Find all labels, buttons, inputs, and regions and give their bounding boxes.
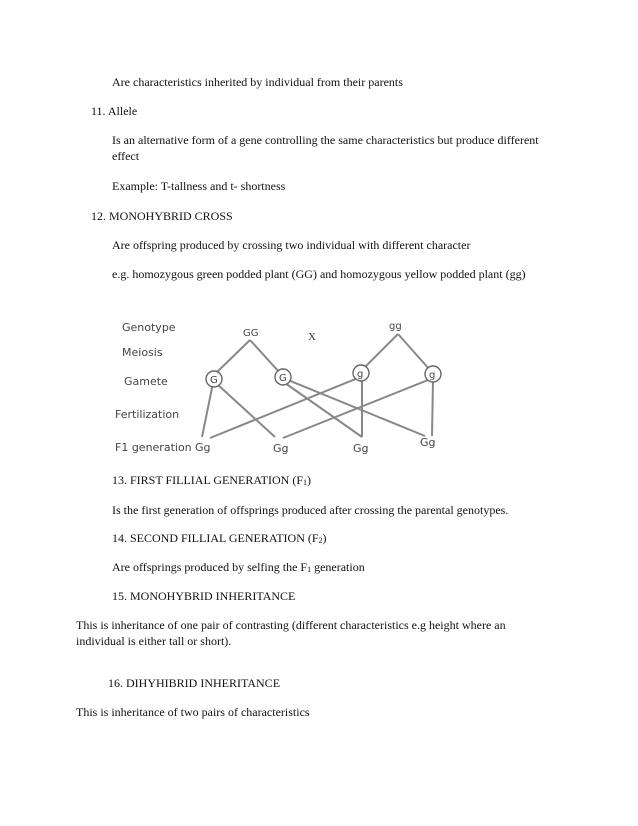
gamete-label: g <box>429 370 436 381</box>
gamete-label: g <box>357 369 364 380</box>
gamete-label: G <box>279 373 287 384</box>
heading-dihybrid-inheritance: 16. DIHYHIBRID INHERITANCE <box>108 676 281 690</box>
offspring-genotype: Gg <box>353 442 369 455</box>
definition-text: Are characteristics inherited by individual from their parents <box>112 75 403 89</box>
label-f1-generation: F1 generation <box>115 441 192 454</box>
cross-symbol: X <box>308 331 316 343</box>
label-fertilization: Fertilization <box>115 408 180 421</box>
parent-left-genotype: GG <box>243 328 259 339</box>
label-gamete: Gamete <box>124 375 168 388</box>
allele-example: Example: T-tallness and t- shortness <box>112 179 286 193</box>
heading-second-filial-generation: 14. SECOND FILLIAL GENERATION $(F_2)$ <box>112 531 327 545</box>
monohybrid-cross-definition: Are offspring produced by crossing two individual with different character <box>112 238 471 252</box>
gamete-label: G <box>210 375 218 386</box>
heading-first-filial-generation: 13. FIRST FILLIAL GENERATION $(F_1)$ <box>112 473 311 487</box>
first-filial-definition: Is the first generation of offsprings produced after crossing the parental genotypes. <box>112 503 509 517</box>
label-meiosis: Meiosis <box>122 346 163 359</box>
heading-monohybrid-cross: 12. MONOHYBRID CROSS <box>91 209 233 223</box>
heading-allele: 11. Allele <box>91 104 138 118</box>
allele-definition: Is an alternative form of a gene controlling the same characteristics but produce different effect <box>112 133 539 163</box>
parent-right-genotype: gg <box>389 321 402 332</box>
second-filial-definition: Are offsprings produced by selfing the $F_1$ generation <box>112 560 365 574</box>
offspring-genotype: Gg <box>273 442 289 455</box>
monohybrid-cross-example: e.g. homozygous green podded plant (GG) and homozygous yellow podded plant (gg) <box>112 267 526 281</box>
offspring-genotype: Gg <box>420 436 436 449</box>
offspring-genotype: Gg <box>195 441 211 454</box>
label-genotype: Genotype <box>122 321 176 334</box>
heading-monohybrid-inheritance: 15. MONOHYBRID INHERITANCE <box>112 589 296 603</box>
monohybrid-inheritance-definition: This is inheritance of one pair of contrasting (different characteristics e.g height where an individual is either tall or short). <box>76 618 506 648</box>
dihybrid-inheritance-definition: This is inheritance of two pairs of characteristics <box>76 705 310 719</box>
